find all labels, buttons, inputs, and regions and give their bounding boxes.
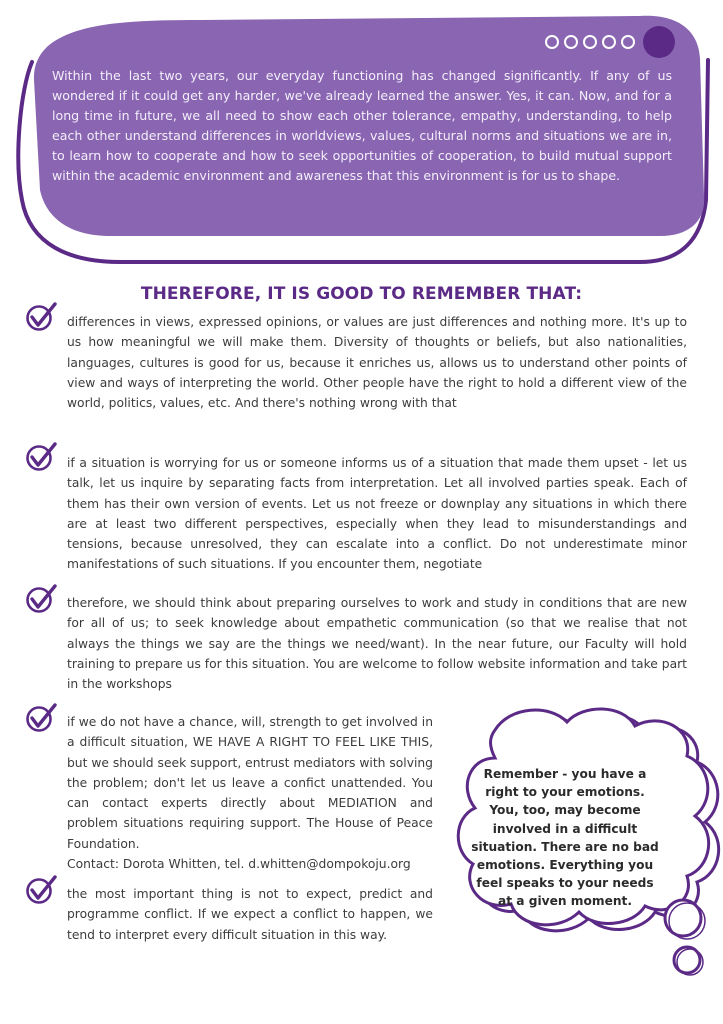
check-circle-icon [24, 442, 58, 472]
check-circle-icon [24, 302, 58, 332]
list-item-text: if a situation is worrying for us or someone informs us of a situation that made them upset - let us talk, let us inquire by separating facts from interpretation. Let all involved parties speak. Each of them has their own version of events. Let us not freeze or downplay any situations in which there are at least two different perspectives, especially when they lead to misunderstandings and tensions, because unresolved, they can escalate into a conflict. Do not underestimate minor manifestations of such situations. If you encounter them, negotiate [67, 456, 687, 572]
item-body: if we do not have a chance, will, strength to get involved in a difficult situation, WE HAVE A RIGHT TO FEEL LIKE THIS, but we should seek support, entrust mediators with solving the problem; don't let us leave a confict unattended. You can contact experts directly about MEDIATION and problem situations requiring support. The House of Peace Foundation. [67, 715, 433, 851]
check-circle-icon [24, 703, 58, 733]
check-circle-icon [24, 584, 58, 614]
list-item-text: the most important thing is not to expect, predict and programme conflict. If we expect a conflict to happen, we tend to interpret every difficult situation in this way. [67, 887, 433, 942]
intro-paragraph: Within the last two years, our everyday functioning has changed significantly. If any of us wondered if it could get any harder, we've already learned the answer. Yes, it can. Now, and for a long time in future, we all need to show each other tolerance, empathy, understanding, to help each other understand differences in worldviews, values, cultural norms and situations we are in, to learn how to cooperate and how to seek opportunities of cooperation, to build mutual support within the academic environment and awareness that this environment is for us to shape. [52, 68, 672, 183]
callout-text: Remember - you have a right to your emotions. You, too, may become involved in a difficult situation. There are no bad emotions. Everything you feel speaks to your needs at a given moment. [471, 767, 659, 909]
list-item-text: differences in views, expressed opinions, or values are just differences and nothing more. It's up to us how meaningful we will make them. Diversity of thoughts or beliefs, but also nationalities, languages, cultures is good for us, because it enriches us, allows us to understand other points of view and ways of interpreting the world. Other people have the right to hold a different view of the world, politics, values, etc. And there's nothing wrong with that [67, 315, 687, 411]
list-item-text: therefore, we should think about preparing ourselves to work and study in conditions that are new for all of us; to seek knowledge about empathetic communication (so that we realise that not always the things we say are the things we need/want). In the near future, our Faculty will hold training to prepare us for this situation. You are welcome to follow website information and take part in the workshops [67, 596, 687, 692]
check-circle-icon [24, 875, 58, 905]
contact-line: Contact: Dorota Whitten, tel. d.whitten@dompokoju.org [67, 857, 411, 872]
list-item-text [67, 712, 433, 874]
section-heading: THEREFORE, IT IS GOOD TO REMEMBER THAT: [140, 284, 583, 304]
